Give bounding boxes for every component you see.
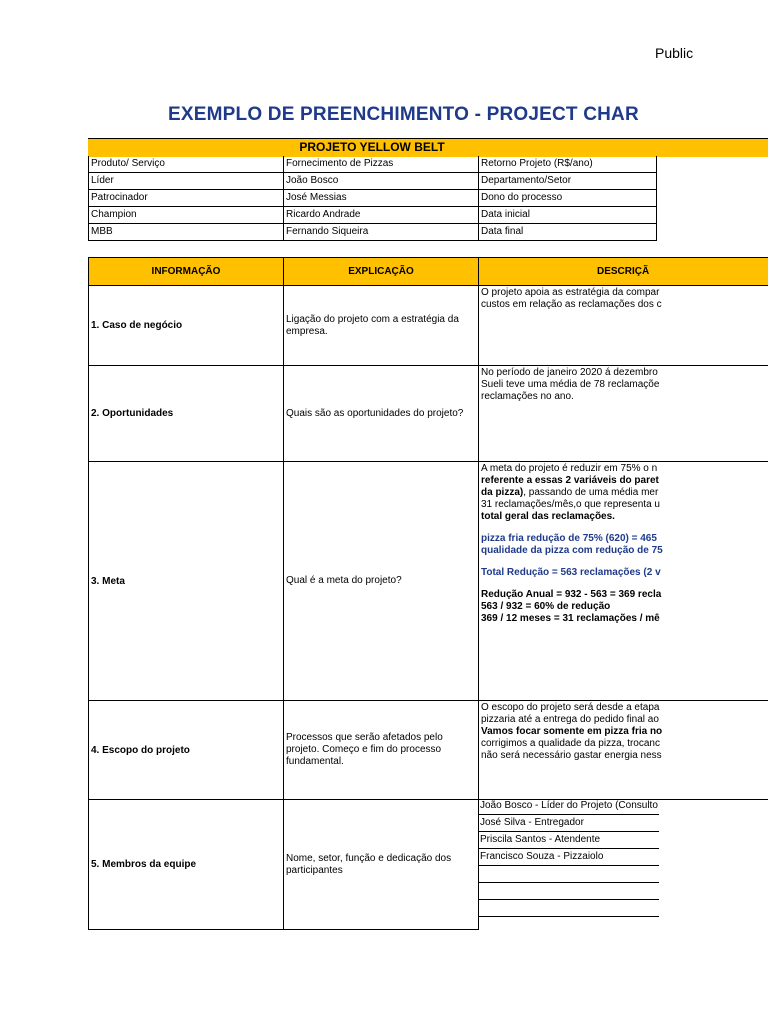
header-label-right: Data inicial — [479, 207, 657, 224]
desc-line: corrigimos a qualidade da pizza, trocanc — [481, 738, 660, 749]
desc-fragment: , passando de uma média mer — [523, 487, 659, 498]
member-row[interactable]: José Silva - Entregador — [479, 815, 659, 832]
desc-line: referente a essas 2 variáveis do paret — [481, 475, 659, 486]
page-title: EXEMPLO DE PREENCHIMENTO - PROJECT CHAR — [168, 104, 639, 125]
info-cell: 1. Caso de negócio — [88, 286, 284, 366]
desc-line: reclamações no ano. — [481, 391, 574, 402]
header-label-right: Data final — [479, 224, 657, 241]
desc-line: pizza fria redução de 75% (620) = 465 — [481, 533, 657, 544]
header-value[interactable]: Ricardo Andrade — [284, 207, 479, 224]
header-label-right: Dono do processo — [479, 190, 657, 207]
desc-cell[interactable] — [479, 462, 768, 701]
expl-cell: Nome, setor, função e dedicação dos participantes — [284, 800, 479, 930]
member-row[interactable]: Francisco Souza - Pizzaiolo — [479, 849, 659, 866]
desc-line: A meta do projeto é reduzir em 75% o n — [481, 463, 658, 474]
header-label: Champion — [88, 207, 284, 224]
header-label-right: Retorno Projeto (R$/ano) — [479, 156, 657, 173]
header-label-right: Departamento/Setor — [479, 173, 657, 190]
desc-line: 563 / 932 = 60% de redução — [481, 601, 611, 612]
desc-line: No período de janeiro 2020 á dezembro — [481, 367, 658, 378]
desc-line — [481, 487, 766, 499]
member-row[interactable] — [479, 883, 659, 900]
desc-line: Redução Anual = 932 - 563 = 369 recla — [481, 589, 662, 600]
desc-line: Total Redução = 563 reclamações (2 v — [481, 567, 661, 578]
expl-cell: Ligação do projeto com a estratégia da empresa. — [284, 286, 479, 366]
desc-bold-fragment: da pizza) — [481, 487, 524, 498]
header-value[interactable]: João Bosco — [284, 173, 479, 190]
desc-line: 31 reclamações/mês,o que representa u — [481, 499, 660, 510]
desc-line: O escopo do projeto será desde a etapa — [481, 702, 660, 713]
info-cell: 5. Membros da equipe — [88, 800, 284, 930]
desc-cell[interactable] — [479, 366, 768, 462]
info-cell: 3. Meta — [88, 462, 284, 701]
member-row[interactable] — [479, 866, 659, 883]
column-header-descricao: DESCRIÇÃ — [479, 257, 768, 286]
desc-line: custos em relação as reclamações dos c — [481, 299, 662, 310]
header-label: MBB — [88, 224, 284, 241]
expl-cell: Qual é a meta do projeto? — [284, 462, 479, 701]
header-label: Produto/ Serviço — [88, 156, 284, 173]
header-label: Líder — [88, 173, 284, 190]
info-cell: 2. Oportunidades — [88, 366, 284, 462]
desc-line: total geral das reclamações. — [481, 511, 615, 522]
member-row[interactable]: João Bosco - Líder do Projeto (Consulto — [479, 798, 659, 815]
member-row[interactable] — [479, 900, 659, 917]
desc-line: O projeto apoia as estratégia da compar — [481, 287, 660, 298]
desc-line: 369 / 12 meses = 31 reclamações / mê — [481, 613, 660, 624]
header-value[interactable]: Fernando Siqueira — [284, 224, 479, 241]
classification-label: Public — [655, 45, 694, 61]
desc-cell[interactable] — [479, 701, 768, 800]
header-label: Patrocinador — [88, 190, 284, 207]
desc-line: pizzaria até a entrega do pedido final ao — [481, 714, 659, 725]
expl-cell: Processos que serão afetados pelo projeto. Começo e fim do processo fundamental. — [284, 701, 479, 800]
expl-cell: Quais são as oportunidades do projeto? — [284, 366, 479, 462]
desc-cell[interactable] — [479, 286, 768, 366]
member-row[interactable]: Priscila Santos - Atendente — [479, 832, 659, 849]
header-value[interactable]: Fornecimento de Pizzas — [284, 156, 479, 173]
desc-line: Vamos focar somente em pizza fria no — [481, 726, 663, 737]
desc-line: qualidade da pizza com redução de 75 — [481, 545, 663, 556]
desc-line: não será necessário gastar energia ness — [481, 750, 662, 761]
header-value[interactable]: José Messias — [284, 190, 479, 207]
column-header-explicacao: EXPLICAÇÃO — [284, 257, 479, 286]
column-header-informacao: INFORMAÇÃO — [88, 257, 284, 286]
info-cell: 4. Escopo do projeto — [88, 701, 284, 800]
project-band-title: PROJETO YELLOW BELT — [299, 140, 445, 154]
desc-line: Sueli teve uma média de 78 reclamaçõe — [481, 379, 660, 390]
